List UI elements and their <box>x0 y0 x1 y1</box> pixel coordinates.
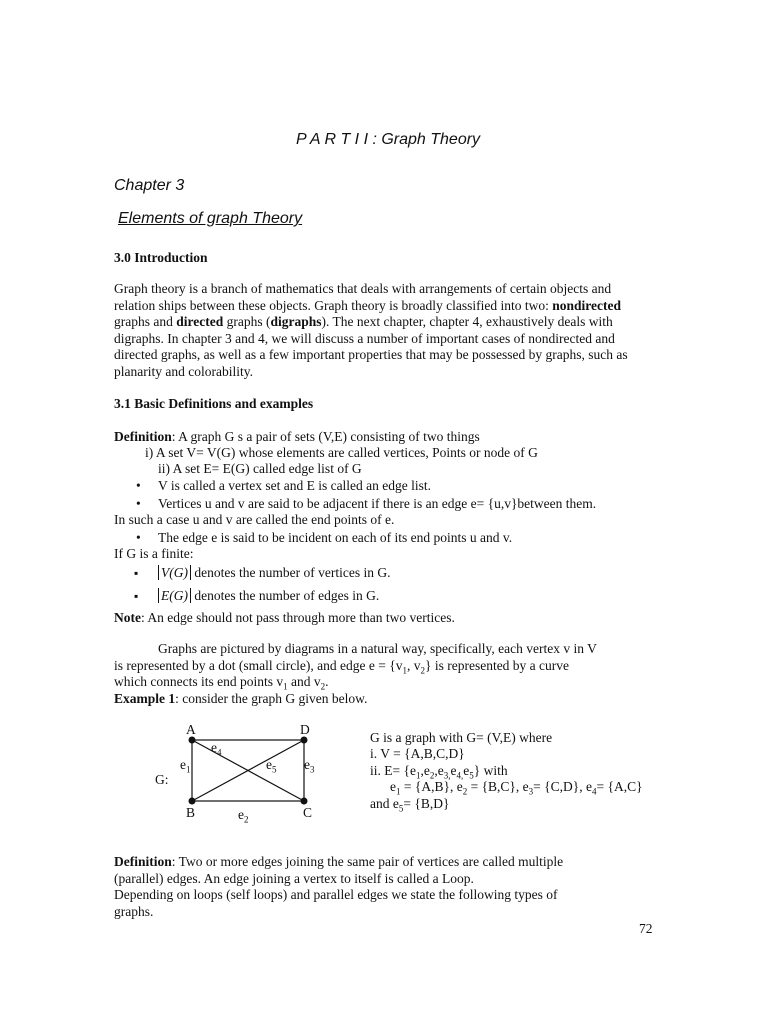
desc4-e: = {A,C} <box>596 779 643 794</box>
def2-text-1: : Two or more edges joining the same pair of vertices are called multiple <box>171 854 564 869</box>
note-line <box>114 610 455 626</box>
definition-line <box>114 429 480 445</box>
bullet-2: • Vertices u and v are said to be adjacent if there is an edge e= {u,v}between them. <box>158 496 596 512</box>
label-e1: $e_1$ <box>180 757 191 775</box>
item-ii: ii) A set E= E(G) called edge list of G <box>158 461 362 476</box>
example-line <box>114 691 367 707</box>
pictured-l3-a: which connects its end points v <box>114 674 284 689</box>
sub-1b: 1 <box>283 681 288 692</box>
graph-desc-5: and $e_5= \{B,D\}$ <box>370 796 450 814</box>
desc4-d: = {C,D}, e <box>533 779 592 794</box>
page-number: 72 <box>639 921 653 936</box>
vg-cardinality: V(G) <box>158 565 191 580</box>
eg-text: denotes the number of edges in G. <box>191 588 380 603</box>
graph-desc-3: ii. $E= \{e_1,e_2,e_{3,}e_{4,}e_5\}$ with <box>370 763 508 781</box>
item-i: i) A set V= V(G) whose elements are called vertices, Points or node of G <box>145 445 538 460</box>
chapter-title: Elements of graph Theory <box>118 210 303 227</box>
intro-text-c: graphs and <box>114 314 177 329</box>
desc3-b: } with <box>473 763 508 778</box>
label-vertex-b: B <box>186 805 196 820</box>
desc5-b: = {B,D} <box>403 796 450 811</box>
graph-desc-4: $e_1 = \{A,B\}$, $e_2 = \{B,C\}$, $e_3= \{C,D\}$, $e_4= \{A,C\}$ <box>390 779 643 797</box>
label-vertex-a: A <box>186 722 196 737</box>
intro-text-g: ). The next chapter, chapter 4, exhaustively deals with digraphs. In chapter 3 and 4, we will discuss a number of important cases of nondirected and directed graphs, as well as a few important properties that may be possessed by graphs, such as planarity and colorability. <box>114 314 628 379</box>
e4-letter: e <box>211 740 217 755</box>
sub-1: 1 <box>402 665 407 676</box>
vertex-c <box>301 798 308 805</box>
graph-desc-1: G is a graph with G= (V,E) where <box>370 730 553 745</box>
vertex-b <box>189 798 196 805</box>
note-text: : An edge should not pass through more than two vertices. <box>141 610 455 625</box>
intro-text-a: Graph theory is a branch of mathematics that deals with arrangements of certain objects and relation ships between these objects. Graph theory is broadly classified into two: <box>114 281 612 313</box>
example-label: Example 1 <box>114 691 176 706</box>
square-item-2 <box>158 588 379 604</box>
intro-text-e: graphs ( <box>223 314 271 329</box>
def2-line-2: (parallel) edges. An edge joining a vertex to itself is called a Loop. <box>114 871 474 886</box>
basic-heading: 3.1 Basic Definitions and examples <box>114 396 314 411</box>
example-text: : consider the graph G given below. <box>175 691 368 706</box>
pictured-l2-b: , v <box>406 658 421 673</box>
sub-2b: 2 <box>320 681 326 692</box>
graph-g-label: G: <box>155 772 169 787</box>
square-item-1 <box>158 565 390 581</box>
definition-text: : A graph G s a pair of sets (V,E) consisting of two things <box>171 429 480 444</box>
in-such-case: In such a case u and v are called the end points of e. <box>114 512 395 527</box>
intro-heading: 3.0 Introduction <box>114 250 208 265</box>
pictured-l3-b: and v <box>287 674 321 689</box>
intro-paragraph <box>114 281 654 380</box>
e3-letter: e <box>304 757 310 772</box>
label-vertex-d: D <box>300 722 310 737</box>
def2-line-3: Depending on loops (self loops) and parallel edges we state the following types of <box>114 887 558 902</box>
e5-letter: e <box>266 757 272 772</box>
def2-line-4: graphs. <box>114 904 154 919</box>
pictured-l2-c: } is represented by a curve <box>424 658 570 673</box>
intro-bold-digraphs: digraphs <box>270 314 322 329</box>
definition-label: Definition <box>114 429 172 444</box>
graph-desc-2: i. V = {A,B,C,D} <box>370 746 465 761</box>
label-e5: $e_5$ <box>266 757 277 775</box>
pictured-l2-a: is represented by a dot (small circle), and edge e = {v <box>114 658 403 673</box>
part-title: P A R T I I : Graph Theory <box>296 131 481 148</box>
e2-letter: e <box>238 807 244 822</box>
label-vertex-c: C <box>303 805 313 820</box>
label-e2: $e_2$ <box>238 807 249 825</box>
bullet-1: • V is called a vertex set and E is called an edge list. <box>158 478 431 494</box>
sub-2: 2 <box>420 665 425 676</box>
vg-text: denotes the number of vertices in G. <box>191 565 391 580</box>
note-label: Note <box>114 610 141 625</box>
label-e3: $e_3$ <box>304 757 315 775</box>
intro-bold-directed: directed <box>176 314 224 329</box>
def2-line-1 <box>114 854 563 870</box>
pictured-l3-c: . <box>325 674 329 689</box>
if-finite: If G is a finite: <box>114 546 194 561</box>
bullet-3: • The edge e is said to be incident on each of its end points u and v. <box>158 530 512 546</box>
desc4-b: = {A,B}, e <box>400 779 463 794</box>
desc4-c: = {B,C}, e <box>467 779 529 794</box>
chapter-label: Chapter 3 <box>114 177 185 194</box>
e1-letter: e <box>180 757 186 772</box>
desc3-a: ii. E= {e <box>370 763 416 778</box>
eg-cardinality: E(G) <box>158 588 191 603</box>
desc5-a: and e <box>370 796 399 811</box>
def2-label: Definition <box>114 854 172 869</box>
desc4-a: e <box>390 779 396 794</box>
label-e4: $e_4$ <box>211 740 222 758</box>
intro-bold-nondirected: nondirected <box>552 297 622 313</box>
pictured-line-1: Graphs are pictured by diagrams in a natural way, specifically, each vertex v in V <box>158 641 597 656</box>
